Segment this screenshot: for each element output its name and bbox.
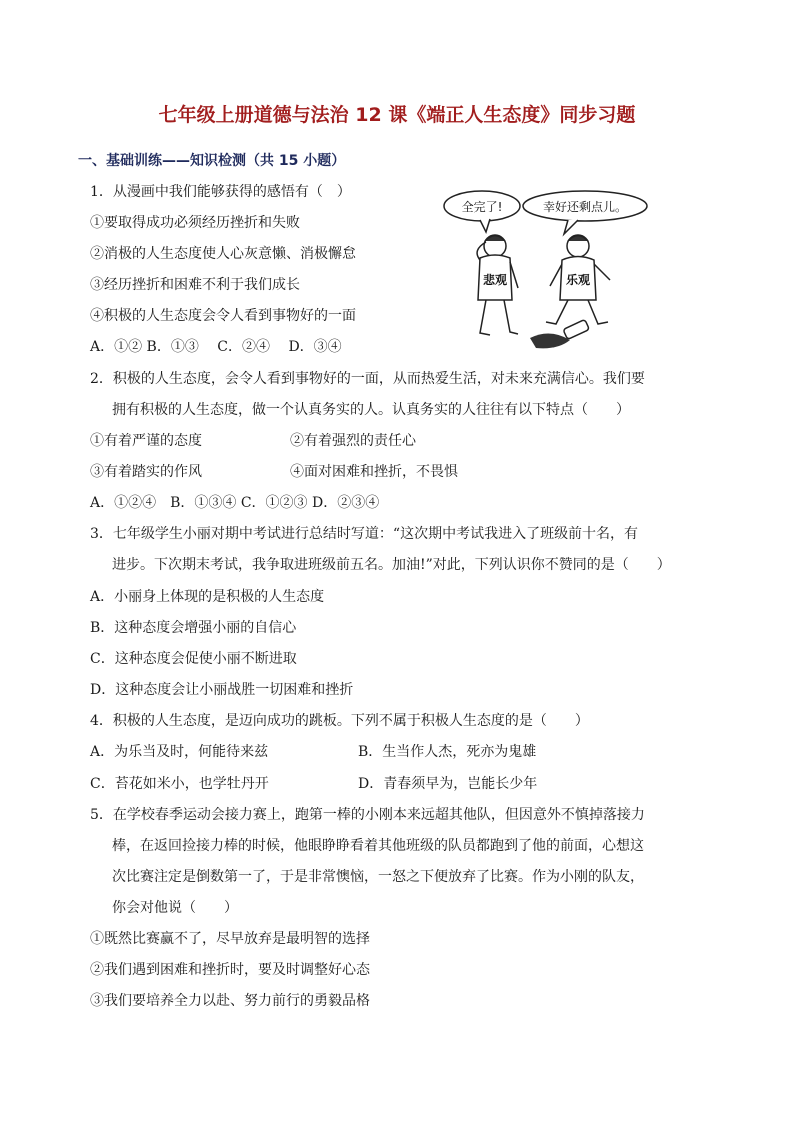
q3-option-c: C．这种态度会促使小丽不断进取 <box>90 651 297 667</box>
q4-stem: 4．积极的人生态度，是迈向成功的跳板。下列不属于积极人生态度的是（ ） <box>90 713 589 729</box>
q5-stem-line-2: 棒，在返回捡接力棒的时候，他眼睁睁看着其他班级的队员都跑到了他的前面，心想这 <box>112 838 644 854</box>
page-title: 七年级上册道德与法治 12 课《端正人生态度》同步习题 <box>158 104 636 126</box>
q1-options: A．①② B．①③ C．②④ D．③④ <box>90 339 342 355</box>
spilled-bottle-icon <box>530 319 589 348</box>
q2-options: A．①②④ B．①③④ C．①②③ D．②③④ <box>90 495 380 511</box>
q5-item-3: ③我们要培养全力以赴、努力前行的勇毅品格 <box>90 993 370 1009</box>
q3-stem-line-1: 3．七年级学生小丽对期中考试进行总结时写道：“这次期中考试我进入了班级前十名，有 <box>90 526 639 542</box>
bubble-left-text: 全完了! <box>461 200 503 214</box>
q4-option-d: D．青春须早为，岂能长少年 <box>358 776 538 792</box>
q3-option-a: A．小丽身上体现的是积极的人生态度 <box>90 589 325 605</box>
q5-stem-line-4: 你会对他说（ ） <box>112 900 238 916</box>
q1-item-3: ③经历挫折和困难不利于我们成长 <box>90 277 300 293</box>
bubble-right-text: 幸好还剩点儿。 <box>542 200 628 214</box>
q5-item-1: ①既然比赛赢不了，尽早放弃是最明智的选择 <box>90 931 370 947</box>
q2-stem-line-1: 2．积极的人生态度，会令人看到事物好的一面，从而热爱生活，对未来充满信心。我们要 <box>90 371 645 387</box>
q5-item-2: ②我们遇到困难和挫折时，要及时调整好心态 <box>90 962 370 978</box>
q2-item-3: ③有着踏实的作风 <box>90 464 202 480</box>
q5-stem-line-3: 次比赛注定是倒数第一了，于是非常懊恼，一怒之下便放弃了比赛。作为小刚的队友， <box>112 869 644 885</box>
section-heading: 一、基础训练——知识检测（共 15 小题） <box>78 153 346 169</box>
optimist-label: 乐观 <box>565 273 591 287</box>
comic-illustration <box>440 188 650 358</box>
q5-stem-line-1: 5．在学校春季运动会接力赛上，跑第一棒的小刚本来远超其他队，但因意外不慎掉落接力 <box>90 807 645 823</box>
q3-option-b: B．这种态度会增强小丽的自信心 <box>90 620 297 636</box>
q1-item-4: ④积极的人生态度会令人看到事物好的一面 <box>90 308 356 324</box>
q3-stem-line-2: 进步。下次期末考试，我争取进班级前五名。加油!”对此，下列认识你不赞同的是（ ） <box>112 557 671 573</box>
q4-option-b: B．生当作人杰，死亦为鬼雄 <box>358 744 537 760</box>
q1-item-1: ①要取得成功必须经历挫折和失败 <box>90 215 300 231</box>
q3-option-d: D．这种态度会让小丽战胜一切困难和挫折 <box>90 682 354 698</box>
q2-item-1: ①有着严谨的态度 <box>90 433 202 449</box>
q1-stem: 1．从漫画中我们能够获得的感悟有（ ） <box>90 184 351 200</box>
q4-option-c: C．苔花如米小，也学牡丹开 <box>90 776 269 792</box>
q2-item-2: ②有着强烈的责任心 <box>290 433 416 449</box>
q2-item-4: ④面对困难和挫折，不畏惧 <box>290 464 458 480</box>
pessimist-label: 悲观 <box>482 273 508 287</box>
q1-item-2: ②消极的人生态度使人心灰意懒、消极懈怠 <box>90 246 356 262</box>
q2-stem-line-2: 拥有积极的人生态度，做一个认真务实的人。认真务实的人往往有以下特点（ ） <box>112 402 630 418</box>
q4-option-a: A．为乐当及时，何能待来兹 <box>90 744 269 760</box>
